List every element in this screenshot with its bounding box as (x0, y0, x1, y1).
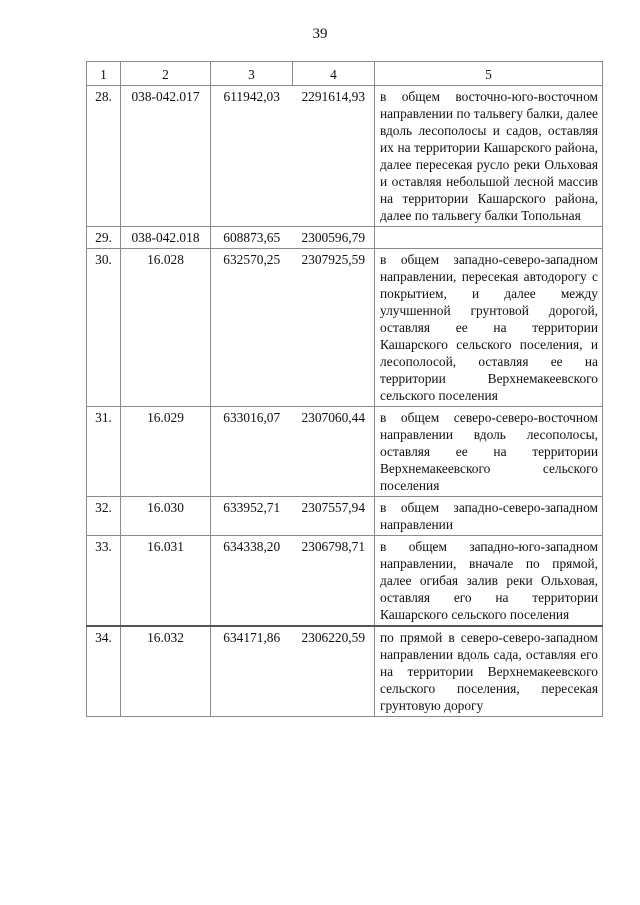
coordinate-y: 2307925,59 (293, 249, 375, 407)
point-code: 16.029 (121, 407, 211, 497)
table-row (87, 86, 603, 227)
coordinate-x: 608873,65 (211, 227, 293, 249)
page-number: 39 (312, 26, 328, 42)
boundary-description: в общем северо-северо-восточном направлении вдоль лесополосы, оставляя ее на территории Верхнемакеевского сельского поселения (375, 407, 603, 497)
row-number: 29. (87, 227, 121, 249)
boundary-description: в общем восточно-юго-восточном направлении по тальвегу балки, далее вдоль лесополосы и садов, оставляя их на территории Кашарского района, далее пересекая русло реки Ольховая и оставляя небольшой лесной массив на территории Кашарского района, далее по тальвегу балки Топольная (375, 86, 603, 227)
table-row (87, 249, 603, 407)
table-row (87, 227, 603, 249)
column-header-y: 4 (293, 62, 375, 86)
row-number: 28. (87, 86, 121, 227)
table-row (87, 536, 603, 627)
table-header-row (87, 62, 603, 86)
table-row (87, 407, 603, 497)
coordinate-x: 634338,20 (211, 536, 293, 627)
column-header-number: 1 (87, 62, 121, 86)
coordinate-y: 2306798,71 (293, 536, 375, 627)
point-code: 038-042.017 (121, 86, 211, 227)
boundary-description: по прямой в северо-северо-западном направлении вдоль сада, оставляя его на территории Верхнемакеевского сельского поселения, пересекая грунтовую дорогу (375, 626, 603, 717)
point-code: 16.032 (121, 626, 211, 717)
boundary-description: в общем западно-северо-западном направлении, пересекая автодорогу с покрытием, и далее между улучшенной грунтовой дорогой, оставляя ее на территории Кашарского сельского поселения, и лесополосой, оставляя ее на территории Верхнемакеевского сельского поселения (375, 249, 603, 407)
point-code: 16.031 (121, 536, 211, 627)
boundary-description: в общем западно-северо-западном направлении (375, 497, 603, 536)
coordinate-x: 633952,71 (211, 497, 293, 536)
row-number: 31. (87, 407, 121, 497)
column-header-x: 3 (211, 62, 293, 86)
column-header-code: 2 (121, 62, 211, 86)
boundary-description: в общем западно-юго-западном направлении, вначале по прямой, далее огибая залив реки Ольховая, оставляя его на территории Кашарского сельского поселения (375, 536, 603, 627)
row-number: 33. (87, 536, 121, 627)
coordinate-x: 611942,03 (211, 86, 293, 227)
coordinate-y: 2300596,79 (293, 227, 375, 249)
table-row (87, 626, 603, 717)
coordinate-y: 2291614,93 (293, 86, 375, 227)
row-number: 30. (87, 249, 121, 407)
boundary-description (375, 227, 603, 249)
coordinate-x: 634171,86 (211, 626, 293, 717)
coordinate-x: 633016,07 (211, 407, 293, 497)
coordinate-x: 632570,25 (211, 249, 293, 407)
coordinate-y: 2307557,94 (293, 497, 375, 536)
column-header-description: 5 (375, 62, 603, 86)
point-code: 038-042.018 (121, 227, 211, 249)
point-code: 16.028 (121, 249, 211, 407)
table-row (87, 497, 603, 536)
coordinate-y: 2307060,44 (293, 407, 375, 497)
row-number: 34. (87, 626, 121, 717)
point-code: 16.030 (121, 497, 211, 536)
boundary-points-table (86, 61, 603, 717)
coordinate-y: 2306220,59 (293, 626, 375, 717)
row-number: 32. (87, 497, 121, 536)
